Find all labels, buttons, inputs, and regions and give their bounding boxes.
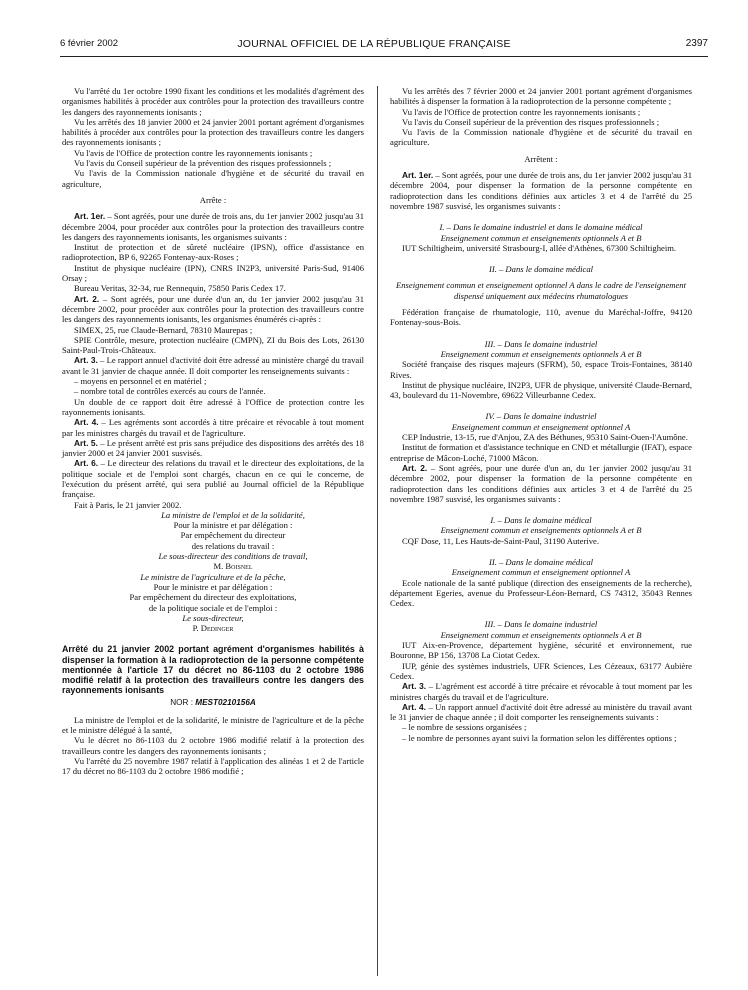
section-heading: II. – Dans le domaine médical <box>488 264 594 275</box>
visa: Vu l'arrêté du 1er octobre 1990 fixant les conditions et les modalités d'agrément des organismes habilités à procéder aux contrôles pour la protection des travailleurs contre les dangers des rayonnements ionisants ; <box>62 86 364 117</box>
article-label: Art. 5. <box>74 437 98 448</box>
bullet-item: – le nombre de personnes ayant suivi la formation selon les différentes options ; <box>402 732 677 743</box>
arrete-heading: Arrêtent : <box>524 153 558 164</box>
article-2: Art. 2. – Sont agréés, pour une durée d'un an, du 1er janvier 2002 jusqu'au 31 décembre 2002, pour dispenser la formation de la personne compétente en radioprotection dans les conditions définies aux articles 3 et 4 de l'arrêté du 25 novembre 1987 susvisé, les organismes suivants : <box>390 462 692 504</box>
signatory-name: P. Dedinger <box>192 623 234 634</box>
organism: CQF Dose, 11, Les Hauts-de-Saint-Paul, 31190 Auterive. <box>402 535 599 546</box>
visa: Vu les arrêtés des 7 février 2000 et 24 janvier 2001 portant agrément d'organismes habilités à dispenser la formation à la radioprotection de la personne compétente ; <box>390 86 692 107</box>
article-label: Art. 4. <box>402 701 427 712</box>
article-label: Art. 4. <box>74 417 99 428</box>
signing-place-date: Fait à Paris, le 21 janvier 2002. <box>74 499 182 510</box>
organism: IUT Aix-en-Provence, département hygiène, sécurité et environnement, rue Bouronne, BP 156, 13708 La Ciotat Cedex. <box>390 640 692 661</box>
visa: Vu l'avis du Conseil supérieur de la prévention des risques professionnels ; <box>402 116 660 127</box>
visa: Vu les arrêtés des 18 janvier 2000 et 24 janvier 2001 portant agrément d'organismes habilités à procéder aux contrôles pour la protection des travailleurs contre les dangers des rayonnements ionisants ; <box>62 116 364 148</box>
section-heading: IV. – Dans le domaine industriel <box>485 411 597 422</box>
article-4: Art. 4. – Un rapport annuel d'activité doit être adressé au ministère du travail avant le 31 janvier de chaque année ; il doit comporter les renseignements suivants : <box>390 701 692 723</box>
visa: Vu l'arrêté du 25 novembre 1987 relatif à l'application des alinéas 1 et 2 de l'article 17 du décret no 86-1103 du 2 octobre 1986 modifié ; <box>62 755 364 777</box>
column-separator <box>377 86 378 976</box>
section-heading: III. – Dans le domaine industriel <box>484 338 598 349</box>
organism: CEP Industrie, 13-15, rue d'Anjou, ZA des Béthunes, 95310 Saint-Ouen-l'Aumône. <box>402 432 688 443</box>
article-2: Art. 2. – Sont agréés, pour une durée d'un an, du 1er janvier 2002 jusqu'au 31 décembre 2002, pour procéder aux contrôles pour la protection des travailleurs contre les dangers des rayonnements ionisants, les organismes énumérés ci-après : <box>62 293 364 325</box>
article-label: Art. 1er. <box>74 211 106 222</box>
organism: IUP, génie des systèmes industriels, UFR Sciences, Les Cézeaux, 63177 Aubière Cedex. <box>390 660 692 681</box>
signatory-name: M. Boisnel <box>213 561 253 572</box>
organism: Institut de formation et d'assistance technique en CND et métallurgie (IFAT), espace entreprise de Mâcon-Loché, 71000 Mâcon. <box>390 442 692 463</box>
organism: Institut de physique nucléaire, IN2P3, UFR de physique, université Claude-Bernard, 43, boulevard du 11-Novembre, 69622 Villeurbanne Cedex. <box>390 379 692 401</box>
section-heading: III. – Dans le domaine industriel <box>484 619 598 630</box>
bullet-item: – nombre total de contrôles exercés au cours de l'année. <box>74 386 266 397</box>
page-header <box>0 38 748 54</box>
section-subheading: Enseignement commun et enseignements optionnels A et B <box>440 525 642 536</box>
article-label: Art. 2. <box>74 293 100 304</box>
article-label: Art. 1er. <box>402 170 434 181</box>
paragraph: La ministre de l'emploi et de la solidarité, le ministre de l'agriculture et de la pêche et le ministre délégué à la santé, <box>62 714 364 736</box>
right-column <box>390 86 692 743</box>
organism: Institut de protection et de sûreté nucléaire (IPSN), office d'assistance en radioprotection, BP 6, 92265 Fontenay-aux-Roses ; <box>62 242 364 263</box>
section-subheading: Enseignement commun et enseignements optionnels A et B <box>440 232 642 243</box>
visa: Vu l'avis de l'Office de protection contre les rayonnements ionisants ; <box>74 147 313 158</box>
article-3: Art. 3. – Le rapport annuel d'activité doit être adressé au ministère chargé du travail avant le 31 janvier de chaque année. Il doit comporter les renseignements suivants : <box>62 355 364 376</box>
section-heading: II. – Dans le domaine médical <box>488 556 594 567</box>
visa: Vu l'avis de la Commission nationale d'hygiène et de sécurité du travail en agriculture. <box>390 127 692 148</box>
article-label: Art. 6. <box>74 458 99 469</box>
article-5: Art. 5. – Le présent arrêté est pris sans préjudice des dispositions des arrêtés des 18 janvier 2000 et 24 janvier 2001 susvisés. <box>62 437 364 459</box>
section-subheading: Enseignement commun et enseignements optionnels A et B <box>440 348 642 359</box>
signature-block: La ministre de l'emploi et de la solidarité, Pour la ministre et par délégation : Par empêchement du directeur des relations du travail : Le sous-directeur des conditions de travail, M. Boisnel Le ministre de l'agriculture et de la pêche, Pour le ministre et par délégation : Par empêchement du directeur des exploitations, de la politique sociale et de l'emploi : Le sous-directeur, P. Dedinger <box>62 510 364 634</box>
organism: SIMEX, 25, rue Claude-Bernard, 78310 Maurepas ; <box>74 324 253 335</box>
organism: Ecole nationale de la santé publique (direction des enseignements de la recherche), département Egeries, avenue du Professeur-Léon-Bernard, CS 74312, 35043 Rennes Cedex. <box>390 577 692 609</box>
organism: Institut de physique nucléaire (IPN), CNRS IN2P3, université Paris-Sud, 91406 Orsay ; <box>62 262 364 284</box>
organism: Bureau Veritas, 32-34, rue Rennequin, 75850 Paris Cedex 17. <box>74 283 286 294</box>
article-label: Art. 3. <box>402 681 427 692</box>
signatory-minister: La ministre de l'emploi et de la solidarité, <box>161 509 305 520</box>
section-subheading: Enseignement commun et enseignement optionnel A <box>451 421 631 432</box>
organism: Fédération française de rhumatologie, 110, avenue du Maréchal-Joffre, 94120 Fontenay-sous-Bois. <box>390 307 692 328</box>
section-subheading: Enseignement commun et enseignements optionnels A et B <box>440 629 642 640</box>
left-column <box>62 86 364 777</box>
bullet-item: – le nombre de sessions organisées ; <box>402 722 527 733</box>
visa: Vu l'avis de l'Office de protection contre les rayonnements ionisants ; <box>402 106 641 117</box>
organism: Société française des risques majeurs (SFRM), 50, espace Trois-Fontaines, 38140 Rives. <box>390 359 692 380</box>
article-6: Art. 6. – Le directeur des relations du travail et le directeur des exploitations, de la politique sociale et de l'emploi sont chargés, chacun en ce qui le concerne, de l'exécution du présent arrêté, qui sera publié au Journal officiel de la République française. <box>62 458 364 500</box>
organism: IUT Schiltigheim, université Strasbourg-I, allée d'Athènes, 67300 Schiltigheim. <box>402 242 677 253</box>
arrete-heading: Arrête : <box>199 194 227 205</box>
section-subheading: Enseignement commun et enseignement optionnel A <box>451 567 631 578</box>
visa: Vu l'avis du Conseil supérieur de la prévention des risques professionnels ; <box>74 158 332 169</box>
header-title: JOURNAL OFFICIEL DE LA RÉPUBLIQUE FRANÇAISE <box>237 38 511 50</box>
header-page-number: 2397 <box>685 38 708 49</box>
signatory-minister: Le ministre de l'agriculture et de la pêche, <box>140 571 286 582</box>
article-4: Art. 4. – Les agréments sont accordés à titre précaire et révocable à tout moment par les ministres chargés du travail et de l'agriculture. <box>62 417 364 438</box>
header-rule <box>60 56 708 57</box>
section-heading: I. – Dans le domaine industriel et dans le domaine médical <box>439 222 643 233</box>
article-3: Art. 3. – L'agrément est accordé à titre précaire et révocable à tout moment par les ministres chargés du travail et de l'agriculture. <box>390 681 692 702</box>
visa: Vu l'avis de la Commission nationale d'hygiène et de sécurité du travail en agriculture, <box>62 168 364 189</box>
header-date: 6 février 2002 <box>60 38 119 49</box>
visa: Vu le décret no 86-1103 du 2 octobre 1986 modifié relatif à la protection des travailleurs contre les dangers des rayonnements ionisants ; <box>62 735 364 756</box>
article-1: Art. 1er. – Sont agréés, pour une durée de trois ans, du 1er janvier 2002 jusqu'au 31 décembre 2004, pour dispenser la formation de la personne compétente en radioprotection dans les conditions définies aux articles 3 et 4 de l'arrêté du 25 novembre 1987 susvisé, les organismes suivants : <box>390 170 692 211</box>
organism: SPIE Contrôle, mesure, protection nucléaire (CMPN), ZI du Bois des Lots, 26130 Saint-Paul-Trois-Châteaux. <box>62 334 364 356</box>
decree-title: Arrêté du 21 janvier 2002 portant agrément d'organismes habilités à dispenser la formation à la radioprotection de la personne compétente mentionnée à l'article 17 du décret no 86-1103 du 2 octobre 1986 modifié relatif à la protection des travailleurs contre les dangers des rayonnements ionisants <box>62 644 364 696</box>
section-subheading: Enseignement commun et enseignement optionnel A dans le cadre de l'enseignement dispensé uniquement aux médecins rhumatologues <box>396 280 686 301</box>
article-label: Art. 3. <box>74 355 98 366</box>
paragraph: Un double de ce rapport doit être adressé à l'Office de protection contre les rayonnements ionisants. <box>62 396 364 417</box>
article-label: Art. 2. <box>402 462 428 473</box>
article-1: Art. 1er. – Sont agréés, pour une durée de trois ans, du 1er janvier 2002 jusqu'au 31 décembre 2004, pour procéder aux contrôles pour la protection des travailleurs contre les dangers des rayonnements ionisants, les organismes suivants : <box>62 211 364 242</box>
bullet-item: – moyens en personnel et en matériel ; <box>74 376 207 387</box>
section-heading: I. – Dans le domaine médical <box>490 515 592 526</box>
nor-reference: NOR : MEST0210156A <box>170 698 256 708</box>
